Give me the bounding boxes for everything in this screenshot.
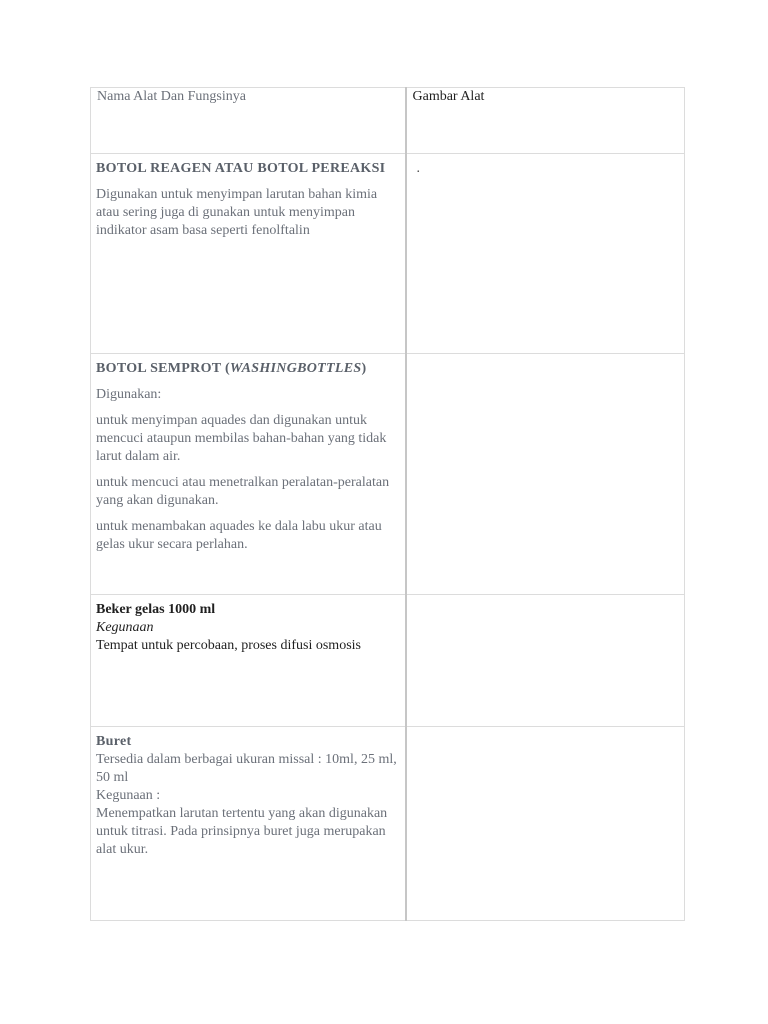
table-header-row xyxy=(91,88,685,154)
equipment-sizes: Tersedia dalam berbagai ukuran missal : 10ml, 25 ml, 50 ml xyxy=(96,752,397,785)
row-description-cell xyxy=(91,354,406,595)
row-description-cell xyxy=(91,595,406,727)
equipment-description: Digunakan untuk menyimpan larutan bahan kimia atau sering juga di gunakan untuk menyimpan indikator asam basa seperti fenolftalin xyxy=(96,187,378,238)
equipment-title-italic: WASHINGBOTTLES xyxy=(229,361,362,376)
header-cell-name xyxy=(91,88,406,154)
usage-item: untuk menyimpan aquades dan digunakan untuk mencuci ataupun membilas bahan-bahan yang tidak larut dalam air. xyxy=(96,413,387,464)
equipment-description: Tempat untuk percobaan, proses difusi osmosis xyxy=(96,638,361,653)
header-image-label: Gambar Alat xyxy=(412,89,485,104)
row-description-cell xyxy=(91,727,406,921)
usage-intro: Digunakan: xyxy=(96,387,162,402)
equipment-subtitle: Kegunaan xyxy=(96,620,154,635)
header-name-label: Nama Alat Dan Fungsinya xyxy=(97,89,246,104)
usage-label: Kegunaan : xyxy=(96,788,161,803)
table-row xyxy=(91,595,685,727)
row-description-cell xyxy=(91,154,406,354)
equipment-title xyxy=(96,360,399,378)
table-row xyxy=(91,154,685,354)
equipment-title-suffix: ) xyxy=(361,361,367,376)
table-row xyxy=(91,354,685,595)
row-image-cell xyxy=(406,354,685,595)
row-image-cell xyxy=(406,154,685,354)
equipment-title: BOTOL REAGEN ATAU BOTOL PEREAKSI xyxy=(96,161,386,176)
row-image-cell xyxy=(406,727,685,921)
row-image-cell xyxy=(406,595,685,727)
equipment-description: Menempatkan larutan tertentu yang akan digunakan untuk titrasi. Pada prinsipnya buret juga merupakan alat ukur. xyxy=(96,806,388,857)
equipment-title: Beker gelas 1000 ml xyxy=(96,602,216,617)
equipment-table xyxy=(90,87,685,921)
usage-item: untuk menambakan aquades ke dala labu ukur atau gelas ukur secara perlahan. xyxy=(96,519,382,552)
equipment-title-prefix: BOTOL SEMPROT ( xyxy=(96,361,230,376)
image-placeholder-dot: . xyxy=(416,161,420,176)
equipment-title: Buret xyxy=(96,734,132,749)
usage-item: untuk mencuci atau menetralkan peralatan-peralatan yang akan digunakan. xyxy=(96,475,390,508)
table-row xyxy=(91,727,685,921)
header-cell-image xyxy=(406,88,685,154)
